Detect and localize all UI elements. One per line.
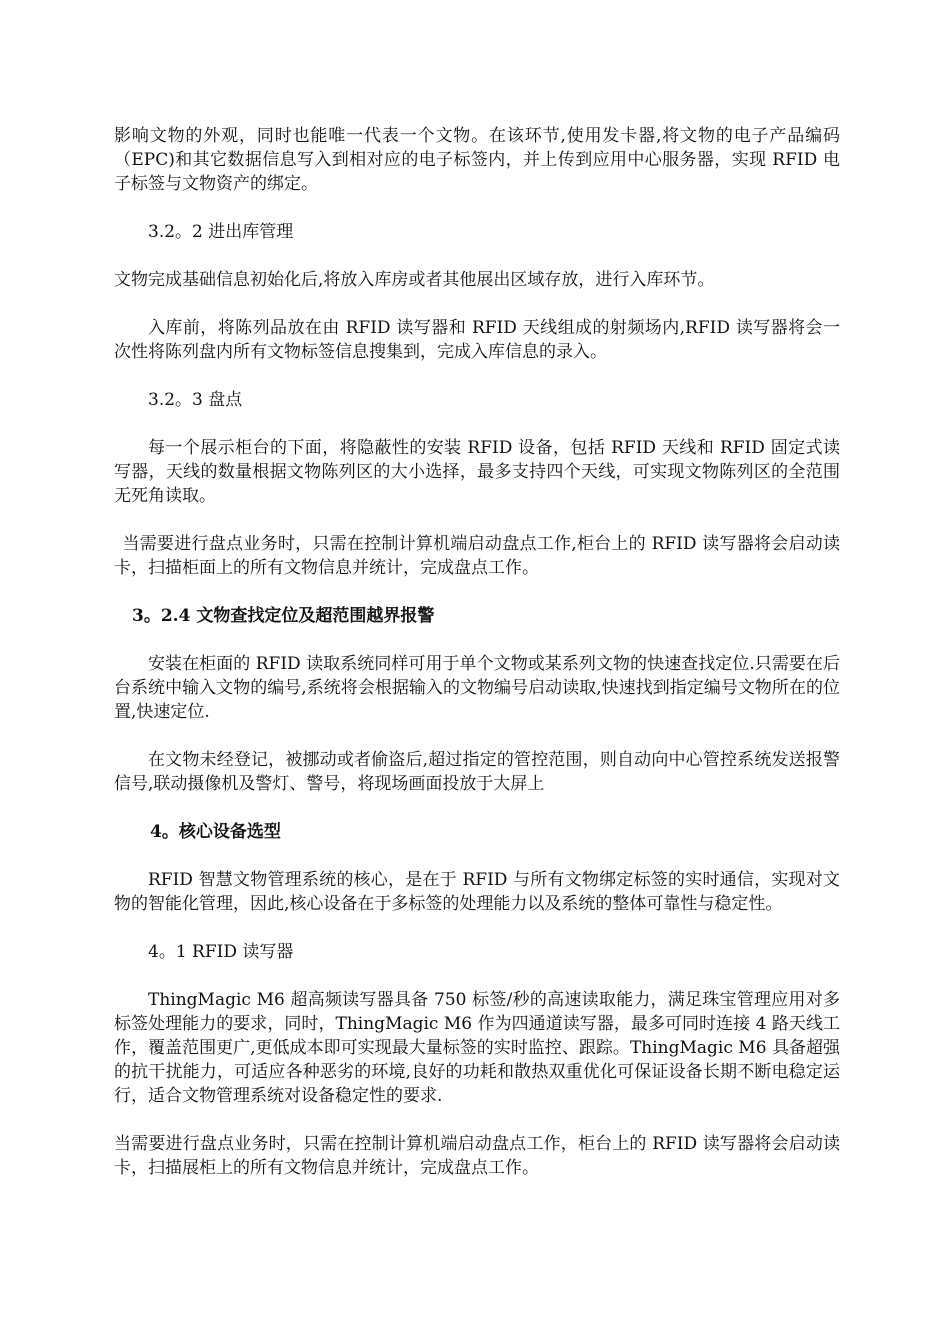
paragraph-inventory-repeat: 当需要进行盘点业务时，只需在控制计算机端启动盘点工作，柜台上的 RFID 读写器将会启动读卡，扫描展柜上的所有文物信息并统计，完成盘点工作。 <box>114 1134 840 1178</box>
section-heading-4-1: 4。1 RFID 读写器 <box>148 942 294 962</box>
paragraph-alarm: 在文物未经登记，被挪动或者偷盗后,超过指定的管控范围，则自动向中心管控系统发送报警信号,联动摄像机及警灯、警号，将现场画面投放于大屏上 <box>114 750 840 794</box>
paragraph-core: RFID 智慧文物管理系统的核心，是在于 RFID 与所有文物绑定标签的实时通信，实现对文物的智能化管理，因此,核心设备在于多标签的处理能力以及系统的整体可靠性与稳定性。 <box>114 870 840 914</box>
paragraph-counter-install: 每一个展示柜台的下面，将隐蔽性的安装 RFID 设备，包括 RFID 天线和 RFID 固定式读写器，天线的数量根据文物陈列区的大小选择，最多支持四个天线，可实现文物陈列区的全范围无死角读取。 <box>114 438 840 506</box>
paragraph-locate: 安装在柜面的 RFID 读取系统同样可用于单个文物或某系列文物的快速查找定位.只需要在后台系统中输入文物的编号,系统将会根据输入的文物编号启动读取,快速找到指定编号文物所在的位置,快速定位. <box>114 654 840 722</box>
document-body <box>114 124 840 1204</box>
paragraph-thingmagic: ThingMagic M6 超高频读写器具备 750 标签/秒的高速读取能力，满足珠宝管理应用对多标签处理能力的要求，同时，ThingMagic M6 作为四通道读写器，最多可同时连接 4 路天线工作，覆盖范围更广,更低成本即可实现最大量标签的实时监控、跟踪。ThingMagic M6 具备超强的抗干扰能力，可适应各种恶劣的环境,良好的功耗和散热双重优化可保证设备长期不断电稳定运行，适合文物管理系统对设备稳定性的要求. <box>114 990 840 1106</box>
section-heading-3-2-3: 3.2。3 盘点 <box>148 390 243 410</box>
section-heading-4: 4。核心设备选型 <box>150 822 281 842</box>
paragraph-inventory-process: 当需要进行盘点业务时，只需在控制计算机端启动盘点工作,柜台上的 RFID 读写器将会启动读卡，扫描柜面上的所有文物信息并统计，完成盘点工作。 <box>114 534 840 578</box>
paragraph-initialization: 文物完成基础信息初始化后,将放入库房或者其他展出区域存放，进行入库环节。 <box>114 270 715 290</box>
section-heading-3-2-2: 3.2。2 进出库管理 <box>148 222 294 242</box>
paragraph-epc-binding: 影响文物的外观，同时也能唯一代表一个文物。在该环节,使用发卡器,将文物的电子产品编码（EPC)和其它数据信息写入到相对应的电子标签内，并上传到应用中心服务器，实现 RFID 电子标签与文物资产的绑定。 <box>114 126 840 194</box>
section-heading-3-2-4: 3。2.4 文物查找定位及超范围越界报警 <box>132 606 435 626</box>
paragraph-inbound: 入库前，将陈列品放在由 RFID 读写器和 RFID 天线组成的射频场内,RFID 读写器将会一次性将陈列盘内所有文物标签信息搜集到，完成入库信息的录入。 <box>114 318 840 362</box>
